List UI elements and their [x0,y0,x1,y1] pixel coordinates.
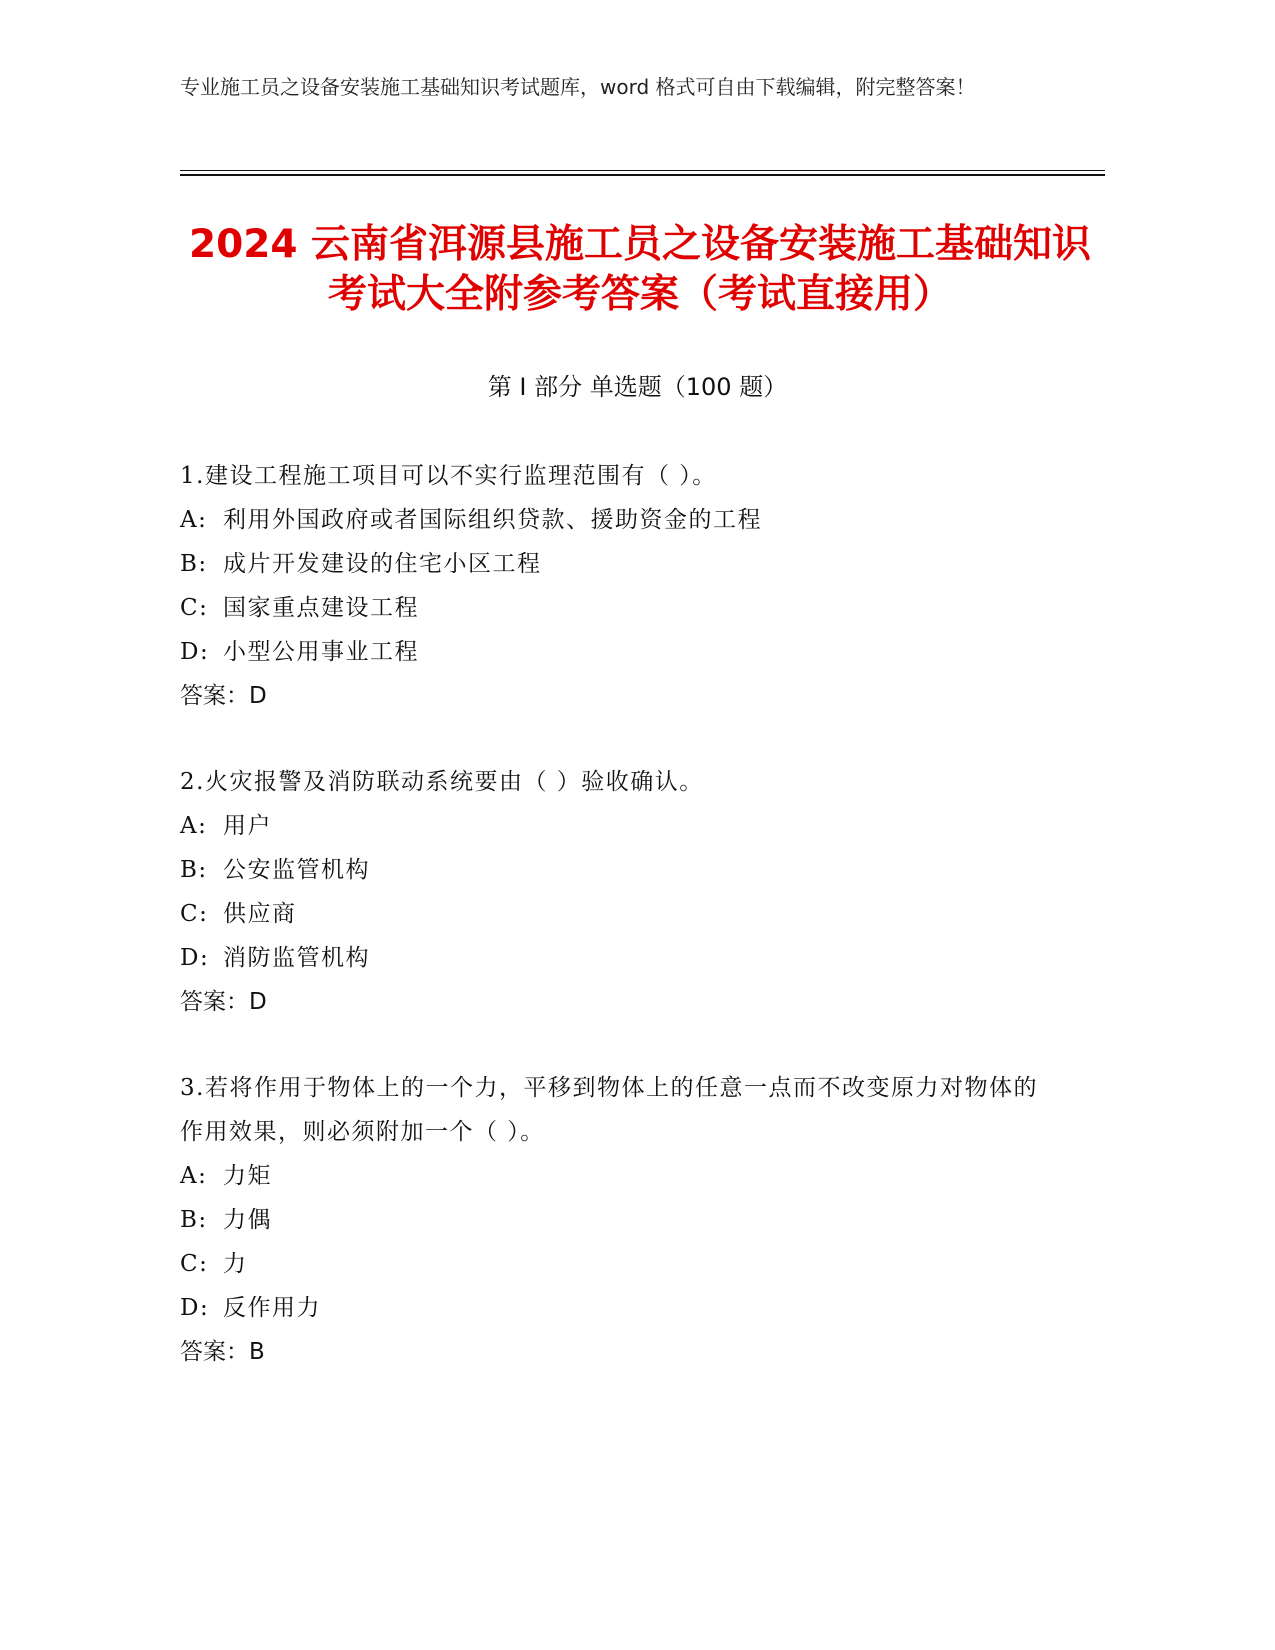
option-key: D: [180,945,210,971]
option-c [180,892,1040,936]
option-c [180,586,1040,630]
option-text: 供应商 [223,901,297,927]
option-key: B: [180,1207,208,1233]
option-text: 用户 [223,813,272,839]
question-1 [180,454,1040,718]
option-key: D: [180,1295,210,1321]
question-stem: 2.火灾报警及消防联动系统要由（ ）验收确认。 [180,769,704,795]
option-c [180,1242,1040,1286]
option-b [180,848,1040,892]
option-text: 力偶 [223,1207,272,1233]
header-divider-thick [180,174,1105,176]
option-key: B: [180,551,208,577]
option-text: 力矩 [223,1163,272,1189]
question-2 [180,760,1040,1024]
option-text: 国家重点建设工程 [223,595,419,621]
header-note: 专业施工员之设备安装施工基础知识考试题库，word 格式可自由下载编辑，附完整答案！ [180,75,976,99]
question-list [180,454,1040,1416]
option-a [180,804,1040,848]
option-text: 利用外国政府或者国际组织贷款、援助资金的工程 [223,507,762,533]
option-text: 小型公用事业工程 [223,639,419,665]
option-a [180,498,1040,542]
header-divider-thin [180,170,1105,171]
answer: 答案：D [180,683,267,709]
question-3 [180,1066,1040,1374]
option-text: 消防监管机构 [223,945,370,971]
option-b [180,1198,1040,1242]
option-key: C: [180,901,209,927]
option-key: D: [180,639,210,665]
option-key: A: [180,813,208,839]
option-key: B: [180,857,208,883]
option-d [180,630,1040,674]
document-title: 2024 云南省洱源县施工员之设备安装施工基础知识考试大全附参考答案（考试直接用） [188,222,1092,317]
section-heading: 第 I 部分 单选题（100 题） [487,373,788,401]
option-key: A: [180,1163,208,1189]
option-text: 成片开发建设的住宅小区工程 [223,551,542,577]
option-text: 力 [223,1251,248,1277]
option-a [180,1154,1040,1198]
option-text: 公安监管机构 [223,857,370,883]
question-stem: 1.建设工程施工项目可以不实行监理范围有（ ）。 [180,463,717,489]
option-d [180,936,1040,980]
option-text: 反作用力 [223,1295,321,1321]
option-key: C: [180,1251,209,1277]
option-d [180,1286,1040,1330]
answer: 答案：B [180,1339,265,1365]
option-b [180,542,1040,586]
answer: 答案：D [180,989,267,1015]
option-key: C: [180,595,209,621]
question-stem: 3.若将作用于物体上的一个力，平移到物体上的任意一点而不改变原力对物体的作用效果，则必须附加一个（ ）。 [180,1075,1038,1145]
option-key: A: [180,507,208,533]
